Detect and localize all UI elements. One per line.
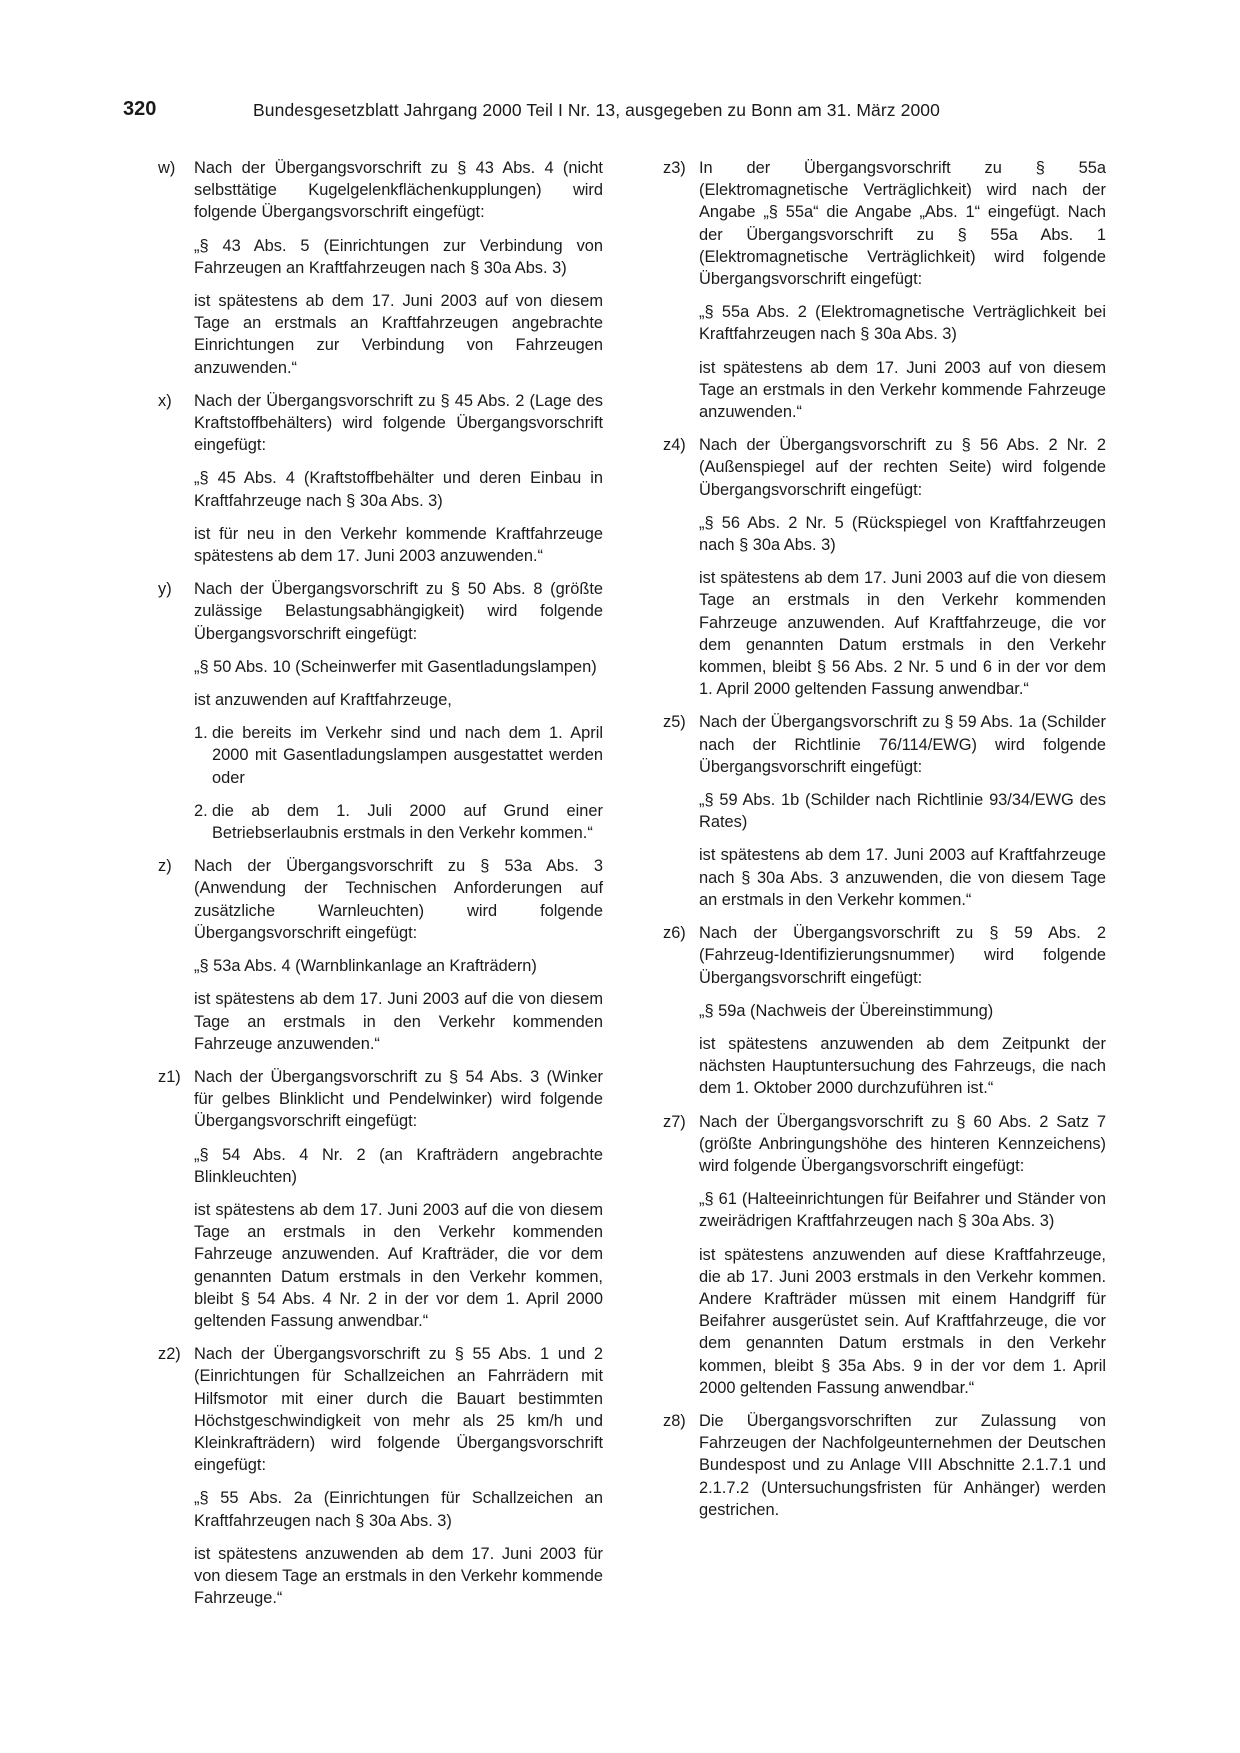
item-rest: ist spätestens anzuwenden ab dem 17. Juni 2003 für von diesem Tage an erstmals in den Verkehr kommende Fahrzeuge.“ xyxy=(194,1544,603,1608)
list-item-x xyxy=(158,390,603,567)
running-head: Bundesgesetzblatt Jahrgang 2000 Teil I Nr. 13, ausgegeben zu Bonn am 31. März 2000 xyxy=(253,100,940,120)
item-intro: Die Übergangsvorschriften zur Zulassung von Fahrzeugen der Nachfolgeunternehmen der Deutschen Bundespost und zu Anlage VIII Abschnitte 2.1.7.1 und 2.1.7.2 (Untersuchungsfristen für Anhänger) werden gestrichen. xyxy=(699,1411,1106,1519)
list-item-z3 xyxy=(663,157,1106,423)
item-rest: ist spätestens ab dem 17. Juni 2003 auf von diesem Tage an erstmals in den Verkehr kommende Fahrzeuge anzuwenden.“ xyxy=(699,358,1106,422)
item-quote: „§ 50 Abs. 10 (Scheinwerfer mit Gasentladungslampen) xyxy=(194,657,597,676)
list-item-z5 xyxy=(663,711,1106,911)
item-rest: ist spätestens ab dem 17. Juni 2003 auf von diesem Tage an erstmals an Kraftfahrzeugen angebrachte Einrichtungen zur Verbindung von Fahrzeugen anzuwenden.“ xyxy=(194,292,603,377)
item-intro: In der Übergangsvorschrift zu § 55a (Elektromagnetische Verträglichkeit) wird nach der Angabe „§ 55a“ die Angabe „Abs. 1“ eingefügt. Nach der Übergangsvorschrift zu § 55a Abs. 1 (Elektromagnetische Verträglichkeit) wird folgende Übergangsvorschrift eingefügt: xyxy=(699,159,1106,289)
item-rest: ist spätestens ab dem 17. Juni 2003 auf die von diesem Tage an erstmals in den Verkehr kommenden Fahrzeuge anzuwenden. Auf Krafträder, die vor dem genannten Datum erstmals in den Verkehr kommen, bleibt § 54 Abs. 4 Nr. 2 in der vor dem 1. April 2000 geltenden Fassung anwendbar.“ xyxy=(194,1200,603,1330)
list-item-z2 xyxy=(158,1343,603,1609)
item-rest: ist spätestens anzuwenden ab dem Zeitpunkt der nächsten Hauptuntersuchung des Fahrzeugs, die nach dem 1. Oktober 2000 durchzuführen ist.“ xyxy=(699,1034,1106,1098)
item-marker: z7) xyxy=(663,1112,686,1131)
item-quote: „§ 59a (Nachweis der Übereinstimmung) xyxy=(699,1001,994,1020)
item-marker: z2) xyxy=(158,1345,181,1364)
item-intro: Nach der Übergangsvorschrift zu § 43 Abs. 4 (nicht selbsttätige Kugelgelenkflächenkupplungen) wird folgende Übergangsvorschrift eingefügt: xyxy=(194,159,603,222)
sub-item-text: die bereits im Verkehr sind und nach dem 1. April 2000 mit Gasentladungslampen ausgestattet werden oder xyxy=(212,724,603,787)
item-intro: Nach der Übergangsvorschrift zu § 53a Abs. 3 (Anwendung der Technischen Anforderungen auf zusätzliche Warnleuchten) wird folgende Übergangsvorschrift eingefügt: xyxy=(194,857,603,942)
left-column xyxy=(158,157,603,1620)
item-rest: ist spätestens ab dem 17. Juni 2003 auf Kraftfahrzeuge nach § 30a Abs. 3 anzuwenden, die von diesem Tage an erstmals in den Verkehr kommen.“ xyxy=(699,846,1106,909)
item-intro: Nach der Übergangsvorschrift zu § 59 Abs. 2 (Fahrzeug-Identifizierungsnummer) wird folgende Übergangsvorschrift eingefügt: xyxy=(699,924,1106,987)
list-item-z1 xyxy=(158,1066,603,1332)
item-intro: Nach der Übergangsvorschrift zu § 54 Abs. 3 (Winker für gelbes Blinklicht und Pendelwinker) wird folgende Übergangsvorschrift eingefügt: xyxy=(194,1067,603,1131)
item-marker: w) xyxy=(158,159,176,177)
item-intro: Nach der Übergangsvorschrift zu § 60 Abs. 2 Satz 7 (größte Anbringungshöhe des hinteren Kennzeichens) wird folgende Übergangsvorschrift eingefügt: xyxy=(699,1112,1106,1175)
item-intro: Nach der Übergangsvorschrift zu § 50 Abs. 8 (größte zulässige Belastungsabhängigkeit) wird folgende Übergangsvorschrift eingefügt: xyxy=(194,580,603,643)
item-marker: z) xyxy=(158,857,172,876)
item-intro: Nach der Übergangsvorschrift zu § 45 Abs. 2 (Lage des Kraftstoffbehälters) wird folgende Übergangsvorschrift eingefügt: xyxy=(194,391,603,455)
item-rest: ist für neu in den Verkehr kommende Kraftfahrzeuge spätestens ab dem 17. Juni 2003 anzuwenden.“ xyxy=(194,524,603,566)
list-item-z8 xyxy=(663,1410,1106,1521)
item-rest: ist spätestens anzuwenden auf diese Kraftfahrzeuge, die ab 17. Juni 2003 erstmals in den Verkehr kommen. Andere Krafträder müssen mit einem Handgriff für Beifahrer ausgerüstet sein. Auf Kraftfahrzeuge, die vor dem genannten Datum erstmals in den Verkehr kommen, bleibt § 35a Abs. 9 in der vor dem 1. April 2000 geltenden Fassung anwendbar.“ xyxy=(699,1245,1106,1397)
item-quote: „§ 55 Abs. 2a (Einrichtungen für Schallzeichen an Kraftfahrzeugen nach § 30a Abs. 3) xyxy=(194,1489,603,1530)
sub-item-number: 2. xyxy=(194,801,208,820)
item-quote: „§ 56 Abs. 2 Nr. 5 (Rückspiegel von Kraftfahrzeugen nach § 30a Abs. 3) xyxy=(699,513,1106,555)
item-marker: z3) xyxy=(663,159,686,177)
list-item-z xyxy=(158,855,603,1055)
item-intro: Nach der Übergangsvorschrift zu § 55 Abs. 1 und 2 (Einrichtungen für Schallzeichen an Fahrrädern mit Hilfsmotor mit einer durch die Bauart bestimmten Höchstgeschwindigkeit von mehr als 25 km/h und Kleinkrafträdern) wird folgende Übergangsvorschrift eingefügt: xyxy=(194,1345,603,1475)
list-item-z4 xyxy=(663,434,1106,700)
right-column xyxy=(663,157,1106,1532)
list-item-z7 xyxy=(663,1111,1106,1399)
list-item-y xyxy=(158,578,603,844)
item-rest: ist spätestens ab dem 17. Juni 2003 auf die von diesem Tage an erstmals in den Verkehr kommenden Fahrzeuge anzuwenden.“ xyxy=(194,990,603,1053)
list-item-z6 xyxy=(663,922,1106,1099)
item-marker: z5) xyxy=(663,713,686,732)
item-quote: „§ 54 Abs. 4 Nr. 2 (an Krafträdern angebrachte Blinkleuchten) xyxy=(194,1145,603,1186)
item-quote: „§ 43 Abs. 5 (Einrichtungen zur Verbindung von Fahrzeugen an Kraftfahrzeugen nach § 30a Abs. 3) xyxy=(194,236,603,277)
item-marker: z6) xyxy=(663,924,686,943)
item-intro: Nach der Übergangsvorschrift zu § 56 Abs. 2 Nr. 2 (Außenspiegel auf der rechten Seite) wird folgende Übergangsvorschrift eingefügt: xyxy=(699,436,1106,499)
sub-item xyxy=(194,722,603,789)
item-quote: „§ 59 Abs. 1b (Schilder nach Richtlinie 93/34/EWG des Rates) xyxy=(699,791,1106,832)
sub-item-number: 1. xyxy=(194,724,208,743)
item-quote: „§ 61 (Halteeinrichtungen für Beifahrer und Ständer von zweirädrigen Kraftfahrzeugen nach § 30a Abs. 3) xyxy=(699,1190,1106,1231)
item-marker: z1) xyxy=(158,1067,181,1086)
page-number: 320 xyxy=(123,98,157,120)
item-marker: z4) xyxy=(663,436,686,455)
item-quote: „§ 55a Abs. 2 (Elektromagnetische Verträglichkeit bei Kraftfahrzeugen nach § 30a Abs. 3) xyxy=(699,303,1106,344)
item-quote: „§ 53a Abs. 4 (Warnblinkanlage an Krafträdern) xyxy=(194,957,537,976)
item-marker: x) xyxy=(158,391,172,410)
sub-item-text: die ab dem 1. Juli 2000 auf Grund einer Betriebserlaubnis erstmals in den Verkehr kommen.“ xyxy=(212,801,603,843)
item-rest: ist spätestens ab dem 17. Juni 2003 auf die von diesem Tage an erstmals in den Verkehr kommenden Fahrzeuge anzuwenden. Auf Kraftfahrzeuge, die vor dem genannten Datum erstmals in den Verkehr kommen, bleibt § 56 Abs. 2 Nr. 5 und 6 in der vor dem 1. April 2000 geltenden Fassung anwendbar.“ xyxy=(699,569,1106,699)
item-marker: y) xyxy=(158,580,172,599)
item-intro: Nach der Übergangsvorschrift zu § 59 Abs. 1a (Schilder nach der Richtlinie 76/114/EWG) wird folgende Übergangsvorschrift eingefügt: xyxy=(699,713,1106,776)
item-marker: z8) xyxy=(663,1411,686,1430)
item-rest: ist anzuwenden auf Kraftfahrzeuge, xyxy=(194,691,452,710)
sub-item xyxy=(194,800,603,844)
list-item-w xyxy=(158,157,603,379)
item-quote: „§ 45 Abs. 4 (Kraftstoffbehälter und deren Einbau in Kraftfahrzeuge nach § 30a Abs. 3) xyxy=(194,469,603,510)
